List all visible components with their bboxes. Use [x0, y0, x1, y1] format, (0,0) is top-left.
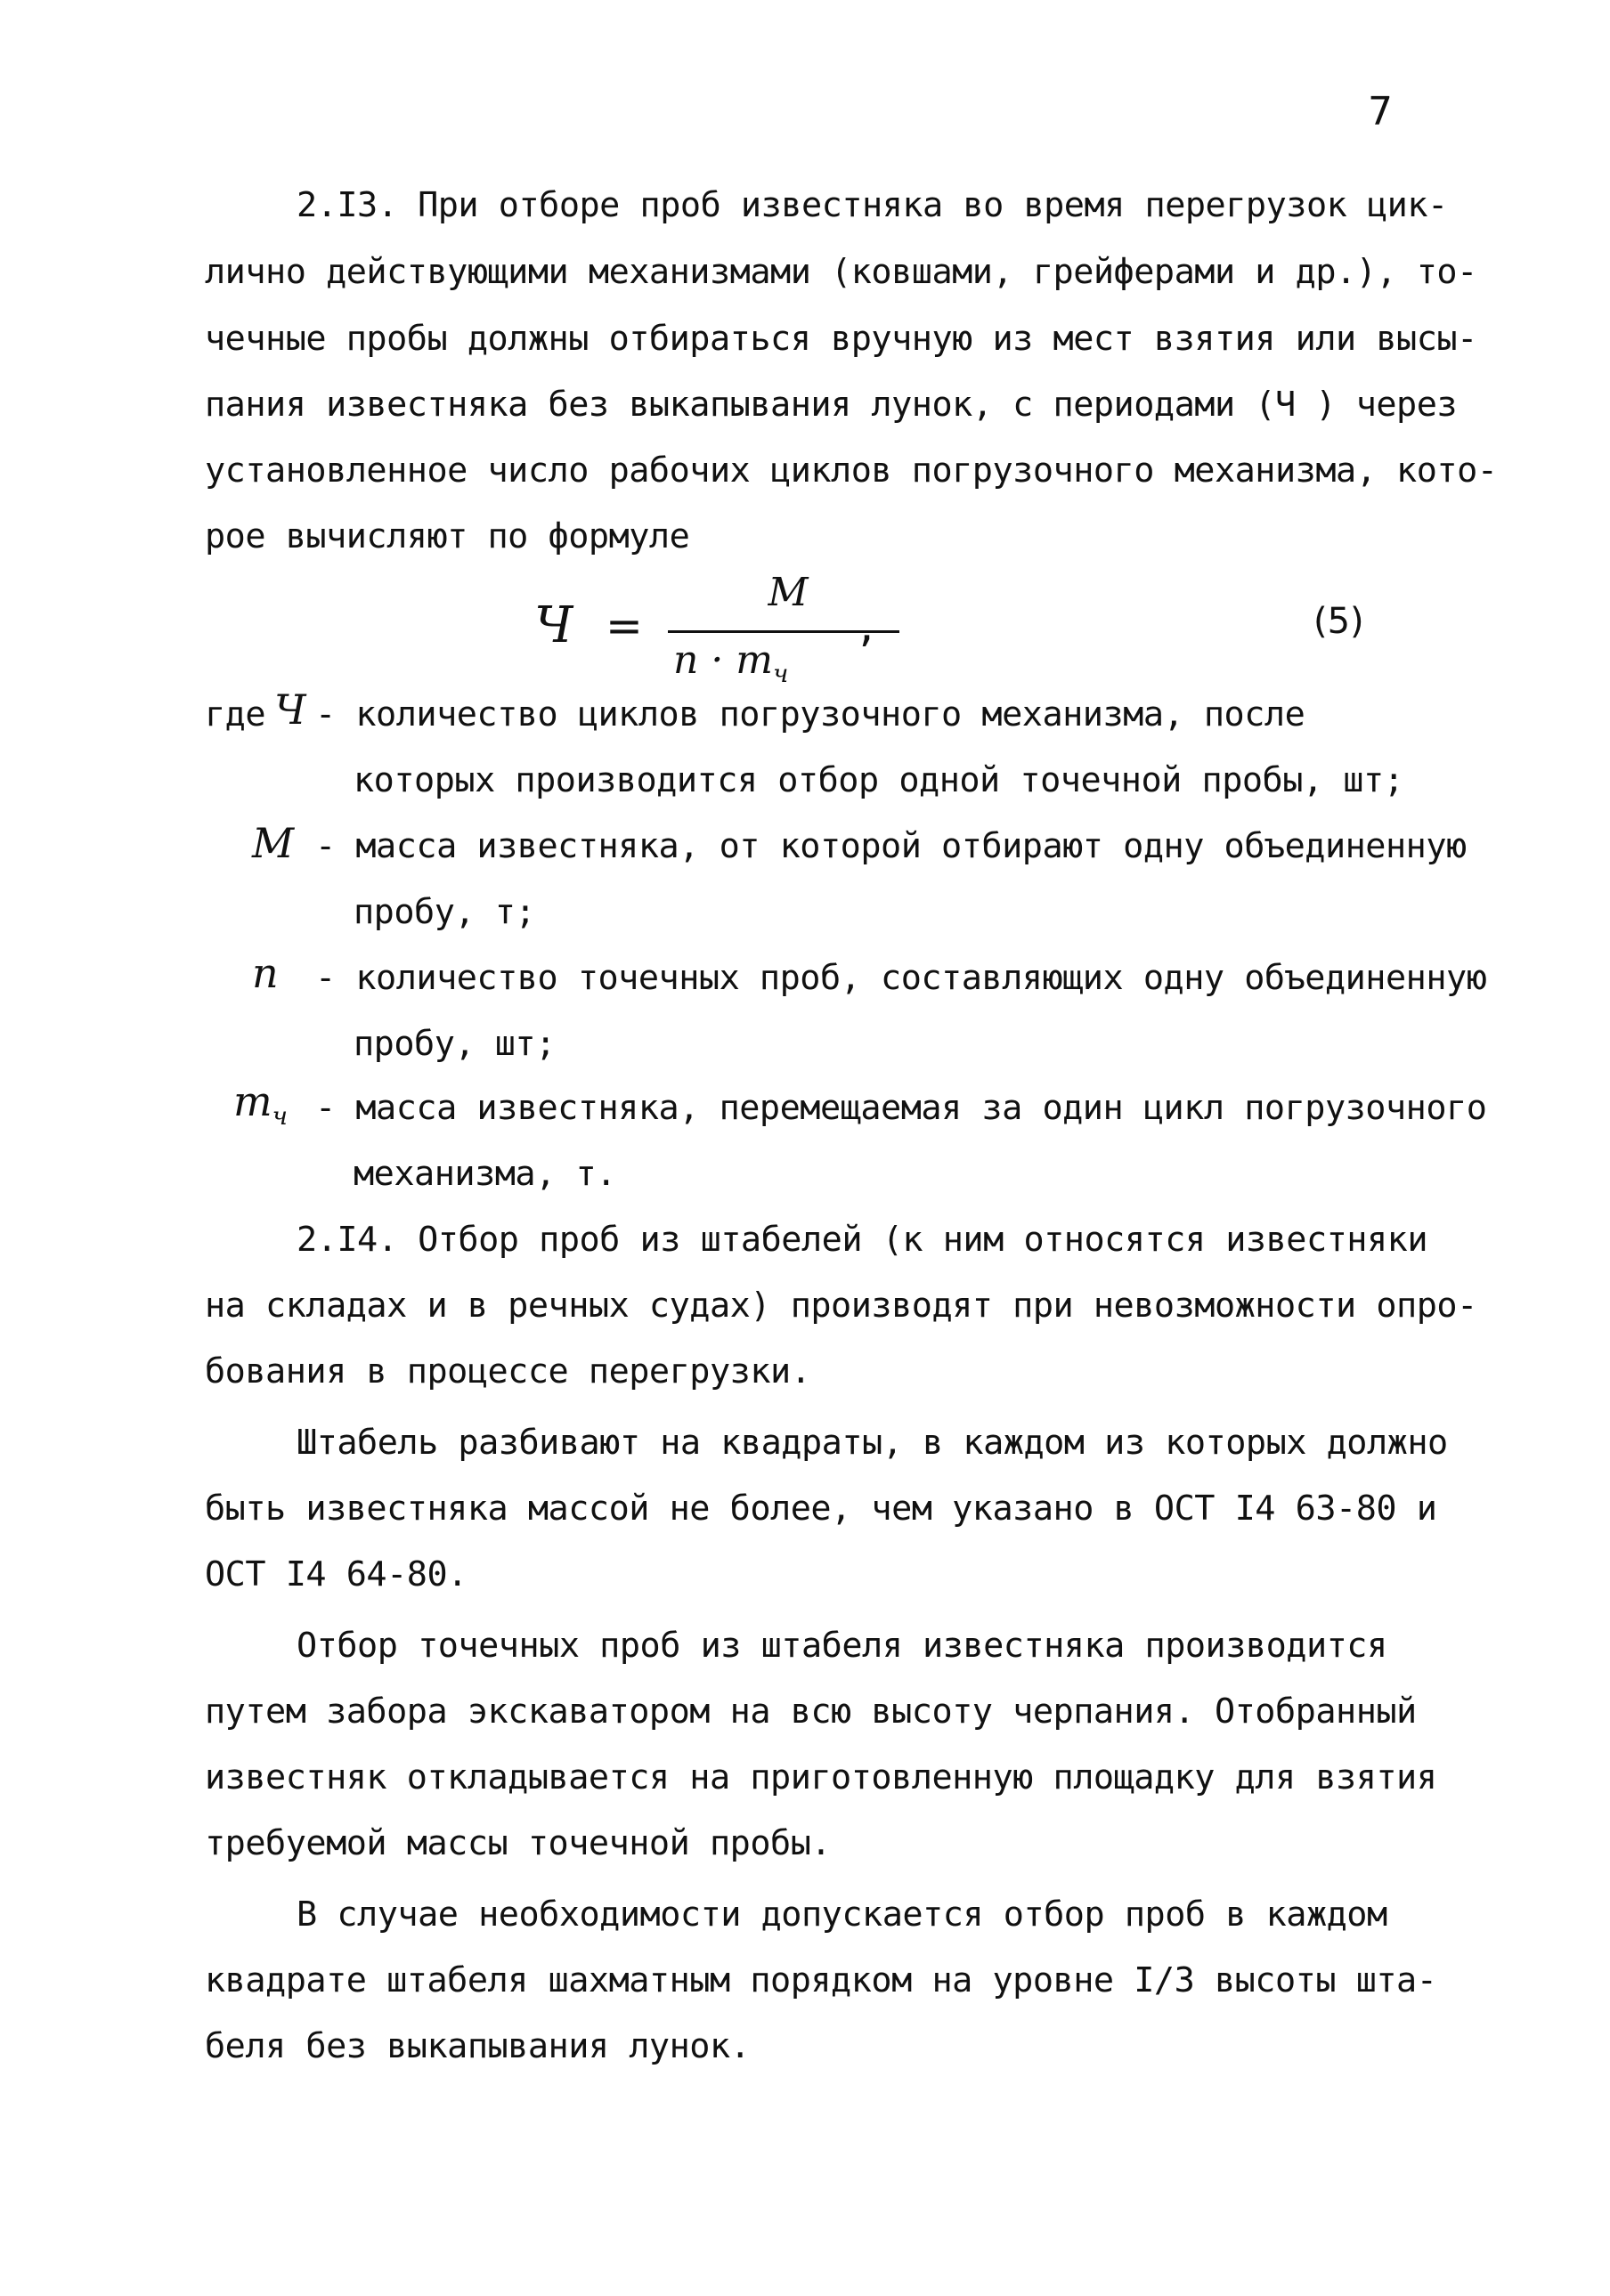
- where-symbol-m: M: [252, 819, 295, 867]
- where-item-2-line-1: - масса известняка, от которой отбирают одну объединенную: [315, 826, 1467, 866]
- where-symbol-ch: Ч: [274, 686, 306, 734]
- para-stack-line-3: ОСТ I4 64-80.: [205, 1554, 468, 1594]
- where-item-4-line-2: механизма, т.: [354, 1154, 616, 1194]
- formula-denominator: [673, 637, 788, 688]
- formula-denominator-sub: ч: [773, 658, 789, 688]
- formula-lhs: Ч: [534, 596, 573, 654]
- formula-comma: ,: [855, 605, 879, 651]
- para-2-13-line-6: рое вычисляют по формуле: [205, 516, 690, 556]
- where-symbol-m-ch-sub: ч: [272, 1101, 289, 1132]
- where-item-1-line-2: которых производится отбор одной точечной пробы, шт;: [354, 760, 1404, 800]
- para-sampling-line-2: путем забора экскаватором на всю высоту черпания. Отобранный: [205, 1692, 1417, 1732]
- para-2-13-line-5: установленное число рабочих циклов погрузочного механизма, кото-: [205, 450, 1498, 491]
- para-2-14-line-3: бования в процессе перегрузки.: [205, 1351, 811, 1391]
- para-2-14-line-2: на складах и в речных судах) производят при невозможности опро-: [205, 1286, 1477, 1326]
- para-sampling-line-4: требуемой массы точечной пробы.: [205, 1823, 832, 1863]
- page-number: 7: [1368, 89, 1393, 134]
- where-symbol-m-ch: [233, 1077, 288, 1131]
- formula-numerator: M: [768, 570, 809, 615]
- where-symbol-n: n: [252, 949, 279, 997]
- para-chess-line-1: В случае необходимости допускается отбор проб в каждом: [297, 1894, 1387, 1935]
- para-2-13-line-3: чечные пробы должны отбираться вручную из мест взятия или высы-: [205, 319, 1477, 359]
- para-chess-line-3: беля без выкапывания лунок.: [205, 2026, 751, 2066]
- formula-equals: =: [606, 600, 643, 652]
- para-sampling-line-1: Отбор точечных проб из штабеля известняка производится: [297, 1626, 1387, 1666]
- para-2-13-line-4: пания известняка без выкапывания лунок, с периодами (Ч ) через: [205, 385, 1458, 425]
- para-2-14-line-1: 2.I4. Отбор проб из штабелей (к ним относятся известняки: [297, 1220, 1428, 1260]
- where-symbol-m-ch-main: m: [233, 1077, 272, 1125]
- where-item-3-line-1: - количество точечных проб, составляющих одну объединенную: [315, 958, 1487, 998]
- para-2-13-line-2: лично действующими механизмами (ковшами, грейферами и др.), то-: [205, 252, 1477, 292]
- para-sampling-line-3: известняк откладывается на приготовленную площадку для взятия: [205, 1757, 1437, 1797]
- where-item-3-line-2: пробу, шт;: [354, 1024, 556, 1064]
- formula-5: [534, 570, 908, 694]
- para-chess-line-2: квадрате штабеля шахматным порядком на уровне I/3 высоты шта-: [205, 1960, 1437, 2000]
- para-stack-line-2: быть известняка массой не более, чем указано в ОСТ I4 63-80 и: [205, 1489, 1437, 1529]
- where-item-4-line-1: - масса известняка, перемещаемая за один цикл погрузочного: [315, 1088, 1487, 1128]
- where-item-1-line-1: - количество циклов погрузочного механизма, после: [315, 694, 1305, 734]
- formula-number: (5): [1313, 601, 1364, 642]
- where-prefix: где: [205, 694, 266, 734]
- para-stack-line-1: Штабель разбивают на квадраты, в каждом из которых должно: [297, 1423, 1448, 1463]
- formula-denominator-main: n · m: [673, 637, 774, 683]
- para-2-13-line-1: 2.I3. При отборе проб известняка во время перегрузок цик-: [297, 185, 1448, 225]
- where-item-2-line-2: пробу, т;: [354, 892, 536, 932]
